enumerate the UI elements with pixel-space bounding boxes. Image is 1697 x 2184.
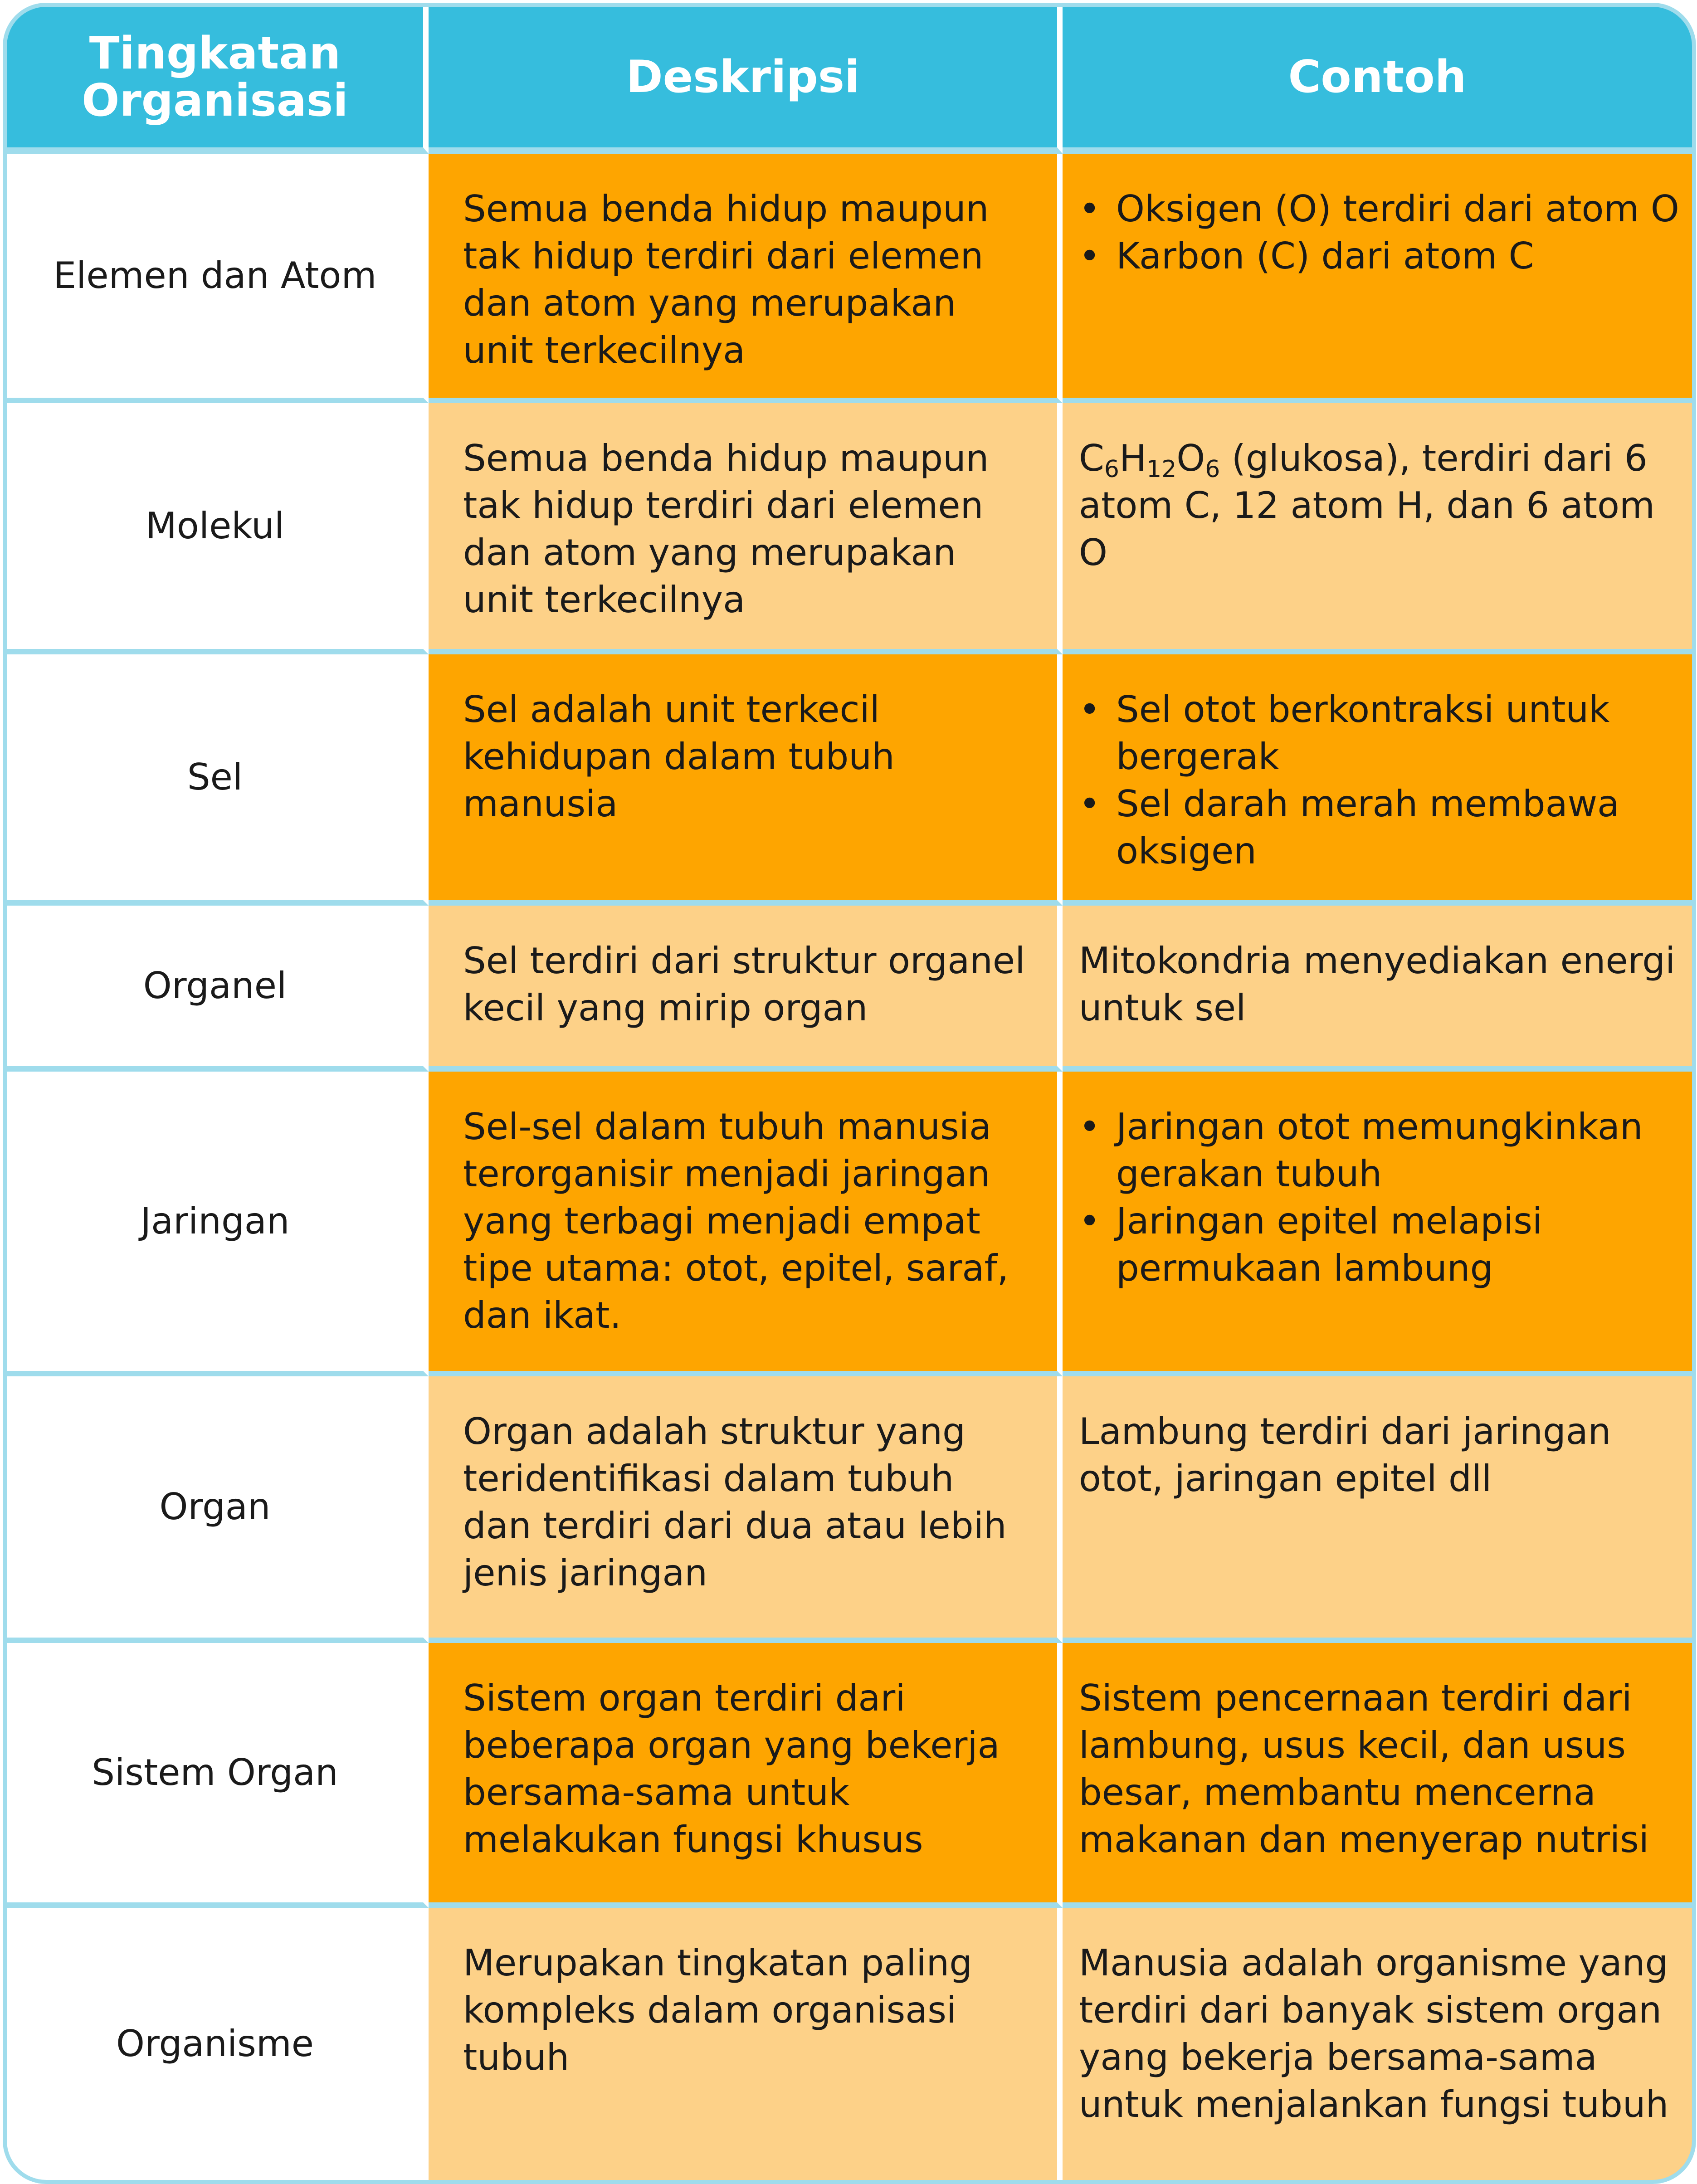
header-level-line1: Tingkatan [89,28,341,79]
table-row [7,403,1692,654]
example-cell [1063,154,1692,403]
level-cell: Molekul [7,403,429,654]
header-description: Deskripsi [429,7,1063,154]
example-cell: Sistem pencernaan terdiri dari lambung, usus kecil, dan usus besar, membantu mencerna makanan dan menyerap nutrisi [1063,1643,1692,1908]
description-cell: Sel adalah unit terkecil kehidupan dalam tubuh manusia [429,654,1063,906]
organization-levels-table [7,7,1692,2180]
table-row [7,1072,1692,1376]
level-cell: Elemen dan Atom [7,154,429,403]
header-row [7,7,1692,154]
table-row [7,1643,1692,1908]
level-cell: Organisme [7,1908,429,2180]
level-cell: Sel [7,654,429,906]
example-item: • Sel darah merah membawa oksigen [1079,780,1681,875]
example-cell [1063,654,1692,906]
example-item: • Jaringan otot memungkinkan gerakan tubuh [1079,1103,1681,1198]
header-example: Contoh [1063,7,1692,154]
table-row [7,906,1692,1072]
example-cell: Mitokondria menyediakan energi untuk sel [1063,906,1692,1072]
description-cell: Organ adalah struktur yang teridentifikasi dalam tubuh dan terdiri dari dua atau lebih jenis jaringan [429,1376,1063,1643]
organization-levels-table-frame [3,3,1696,2184]
description-cell: Sel terdiri dari struktur organel kecil yang mirip organ [429,906,1063,1072]
header-level [7,7,429,154]
level-cell: Organel [7,906,429,1072]
description-cell: Sistem organ terdiri dari beberapa organ yang bekerja bersama-sama untuk melakukan fungsi khusus [429,1643,1063,1908]
example-list [1079,686,1681,875]
description-cell: Sel-sel dalam tubuh manusia terorganisir menjadi jaringan yang terbagi menjadi empat tipe utama: otot, epitel, saraf, dan ikat. [429,1072,1063,1376]
level-cell: Jaringan [7,1072,429,1376]
glucose-formula: $C_6H_{12}O_6$ [1079,437,1220,483]
example-cell [1063,403,1692,654]
table-row [7,1376,1692,1643]
table-row [7,154,1692,403]
example-text: (glukosa), terdiri dari 6 atom C, 12 atom H, dan 6 atom O [1079,437,1655,574]
example-item: • Oksigen (O) terdiri dari atom O [1079,185,1681,233]
example-item: • Jaringan epitel melapisi permukaan lambung [1079,1198,1681,1292]
example-item: • Karbon (C) dari atom C [1079,233,1681,280]
example-cell [1063,1072,1692,1376]
example-list [1079,1103,1681,1292]
example-cell: Manusia adalah organisme yang terdiri dari banyak sistem organ yang bekerja bersama-sama untuk menjalankan fungsi tubuh [1063,1908,1692,2180]
table-row [7,1908,1692,2180]
level-cell: Sistem Organ [7,1643,429,1908]
header-level-line2: Organisasi [82,75,348,127]
example-item: • Sel otot berkontraksi untuk bergerak [1079,686,1681,780]
example-list [1079,185,1681,280]
description-cell: Semua benda hidup maupun tak hidup terdiri dari elemen dan atom yang merupakan unit terkecilnya [429,403,1063,654]
description-cell: Semua benda hidup maupun tak hidup terdiri dari elemen dan atom yang merupakan unit terkecilnya [429,154,1063,403]
description-cell: Merupakan tingkatan paling kompleks dalam organisasi tubuh [429,1908,1063,2180]
level-cell: Organ [7,1376,429,1643]
table-row [7,654,1692,906]
example-cell: Lambung terdiri dari jaringan otot, jaringan epitel dll [1063,1376,1692,1643]
